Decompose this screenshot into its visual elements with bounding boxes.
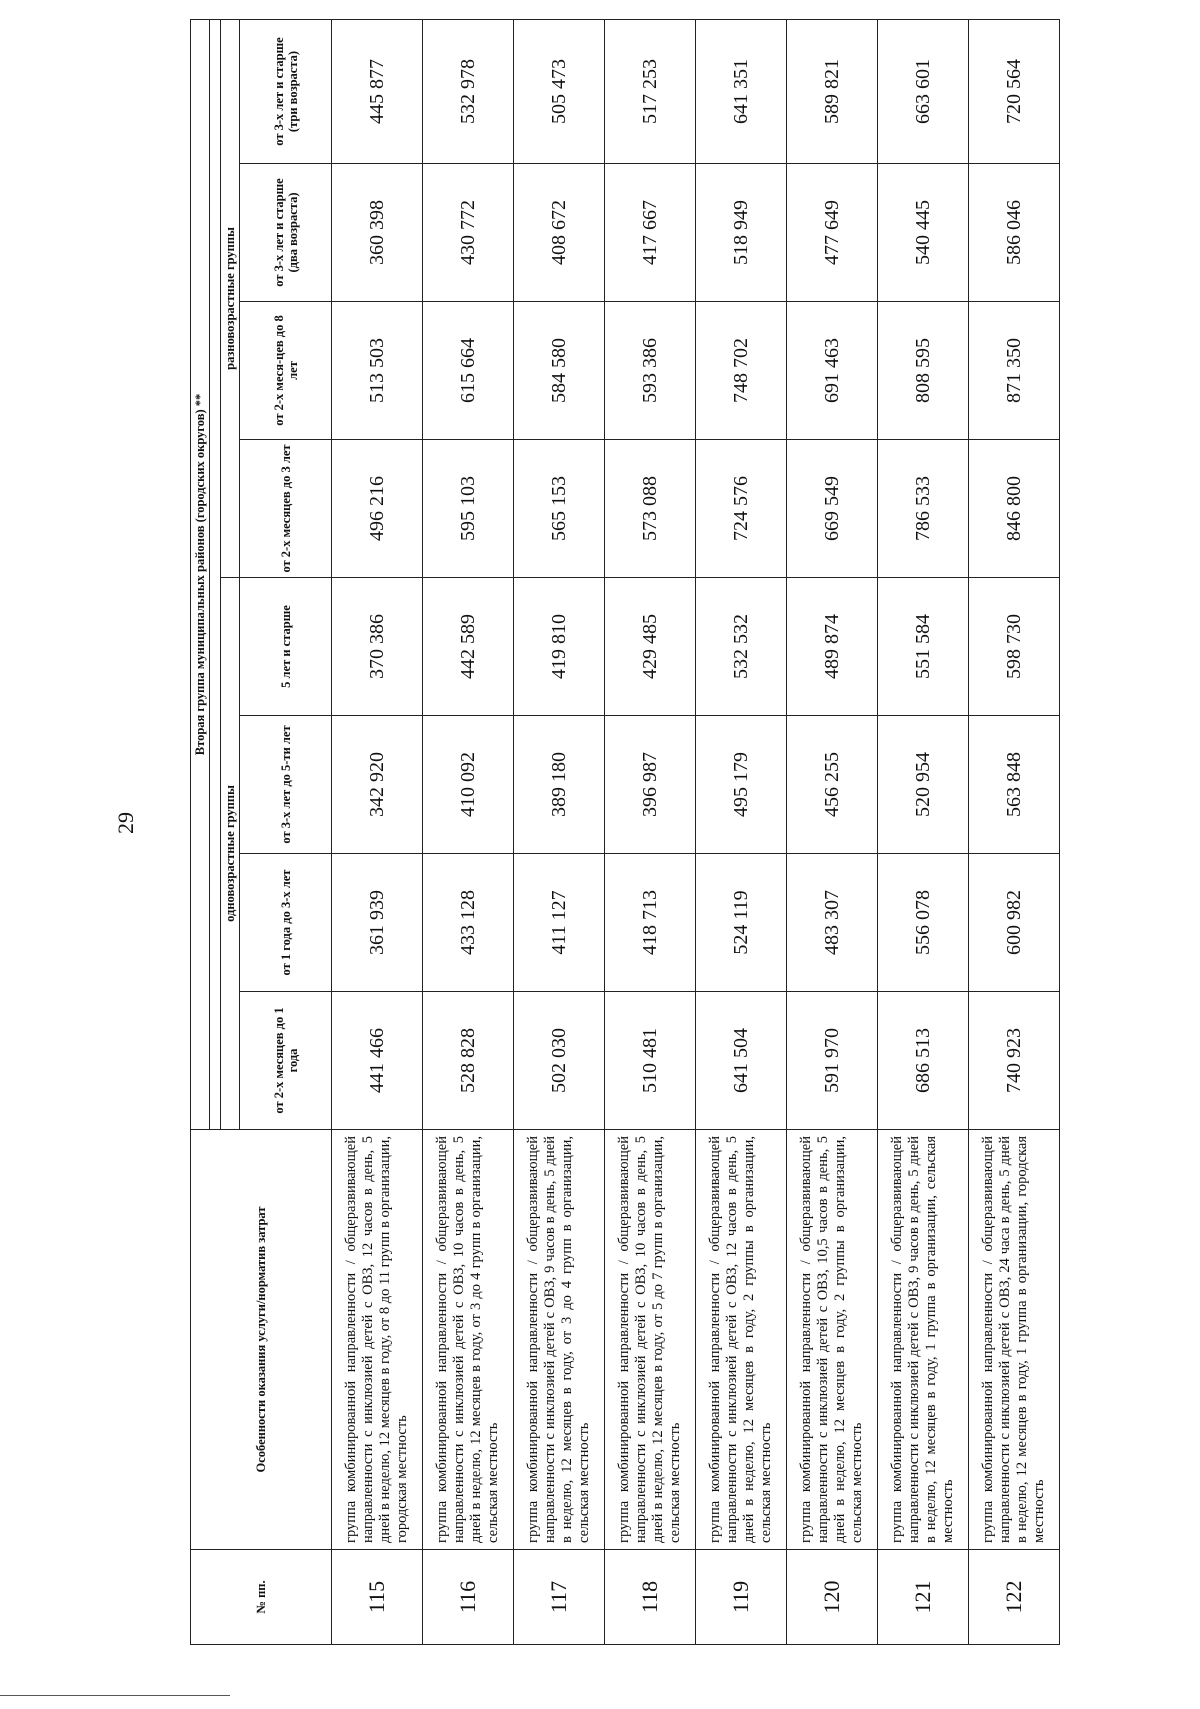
header-blank-strip — [210, 19, 221, 1129]
value-cell: 361 939 — [332, 854, 423, 992]
value-cell: 551 584 — [878, 578, 969, 716]
value-cell: 528 828 — [423, 992, 514, 1130]
row-number: 120 — [787, 1550, 878, 1645]
value-cell: 441 466 — [332, 992, 423, 1130]
header-description: Особенности оказания услуги/норматив затрат — [191, 1130, 332, 1550]
value-cell: 389 180 — [514, 716, 605, 854]
value-cell: 589 821 — [787, 19, 878, 163]
table-row — [878, 19, 969, 1644]
value-cell: 419 810 — [514, 578, 605, 716]
value-cell: 477 649 — [787, 164, 878, 302]
value-cell: 456 255 — [787, 716, 878, 854]
value-cell: 496 216 — [332, 440, 423, 578]
header-single-age: одновозрастные группы — [221, 578, 240, 1130]
value-cell: 584 580 — [514, 302, 605, 440]
row-number: 115 — [332, 1550, 423, 1645]
value-cell: 520 954 — [878, 716, 969, 854]
footer-divider — [0, 1695, 230, 1696]
value-cell: 418 713 — [605, 854, 696, 992]
value-cell: 641 351 — [696, 19, 787, 163]
value-cell: 513 503 — [332, 302, 423, 440]
page-number: 29 — [113, 812, 138, 834]
row-number: 118 — [605, 1550, 696, 1645]
value-cell: 360 398 — [332, 164, 423, 302]
value-cell: 586 046 — [969, 164, 1060, 302]
row-number: 122 — [969, 1550, 1060, 1645]
value-cell: 442 589 — [423, 578, 514, 716]
header-col-1: от 2-х месяцев до 1 года — [240, 992, 332, 1130]
value-cell: 595 103 — [423, 440, 514, 578]
value-cell: 686 513 — [878, 992, 969, 1130]
value-cell: 489 874 — [787, 578, 878, 716]
table-row — [423, 19, 514, 1644]
row-number: 119 — [696, 1550, 787, 1645]
value-cell: 433 128 — [423, 854, 514, 992]
value-cell: 641 504 — [696, 992, 787, 1130]
row-number: 121 — [878, 1550, 969, 1645]
value-cell: 342 920 — [332, 716, 423, 854]
header-no: № пп. — [191, 1550, 332, 1645]
row-number: 117 — [514, 1550, 605, 1645]
row-description: группа комбинированной направленности / общеразвивающей направленности с инклюзией детей с ОВЗ, 10 часов в день, 5 дней в неделю, 12 месяцев в году, от 3 до 4 групп в организации, сельская местность — [423, 1130, 514, 1550]
value-cell: 430 772 — [423, 164, 514, 302]
row-description: группа комбинированной направленности / общеразвивающей направленности с инклюзией детей с ОВЗ, 9 часов в день, 5 дней в неделю, 12 месяцев в году, от 3 до 4 групп в организации, сельская местность — [514, 1130, 605, 1550]
value-cell: 518 949 — [696, 164, 787, 302]
value-cell: 724 576 — [696, 440, 787, 578]
value-cell: 598 730 — [969, 578, 1060, 716]
table-row — [514, 19, 605, 1644]
header-mixed-age: разновозрастные группы — [221, 19, 240, 577]
header-col-6: от 2-х меся-цев до 8 лет — [240, 302, 332, 440]
value-cell: 429 485 — [605, 578, 696, 716]
table-row — [787, 19, 878, 1644]
value-cell: 600 982 — [969, 854, 1060, 992]
value-cell: 495 179 — [696, 716, 787, 854]
value-cell: 505 473 — [514, 19, 605, 163]
value-cell: 669 549 — [787, 440, 878, 578]
value-cell: 556 078 — [878, 854, 969, 992]
header-group: Вторая группа муниципальных районов (городских округов) ** — [191, 19, 210, 1129]
row-description: группа комбинированной направленности / общеразвивающей направленности с инклюзией детей с ОВЗ, 12 часов в день, 5 дней в неделю, 12 месяцев в году, 2 группы в организации, сельская местность — [696, 1130, 787, 1550]
header-col-3: от 3-х лет до 5-ти лет — [240, 716, 332, 854]
rotated-table-container — [190, 20, 1060, 1645]
value-cell: 691 463 — [787, 302, 878, 440]
value-cell: 396 987 — [605, 716, 696, 854]
value-cell: 740 923 — [969, 992, 1060, 1130]
value-cell: 408 672 — [514, 164, 605, 302]
value-cell: 720 564 — [969, 19, 1060, 163]
row-description: группа комбинированной направленности / общеразвивающей направленности с инклюзией детей с ОВЗ, 12 часов в день, 5 дней в неделю, 12 месяцев в году, от 8 до 11 групп в организации, городская местность — [332, 1130, 423, 1550]
value-cell: 808 595 — [878, 302, 969, 440]
row-description: группа комбинированной направленности / общеразвивающей направленности с инклюзией детей с ОВЗ, 10,5 часов в день, 5 дней в неделю, 12 месяцев в году, 2 группы в организации, сельская местность — [787, 1130, 878, 1550]
value-cell: 573 088 — [605, 440, 696, 578]
header-col-5: от 2-х месяцев до 3 лет — [240, 440, 332, 578]
value-cell: 411 127 — [514, 854, 605, 992]
header-col-8: от 3-х лет и старше (три возраста) — [240, 19, 332, 163]
cost-norms-table — [190, 19, 1060, 1645]
row-number: 116 — [423, 1550, 514, 1645]
value-cell: 532 978 — [423, 19, 514, 163]
header-row-group — [191, 19, 210, 1644]
value-cell: 663 601 — [878, 19, 969, 163]
value-cell: 524 119 — [696, 854, 787, 992]
value-cell: 540 445 — [878, 164, 969, 302]
header-col-2: от 1 года до 3-х лет — [240, 854, 332, 992]
value-cell: 445 877 — [332, 19, 423, 163]
table-row — [605, 19, 696, 1644]
value-cell: 502 030 — [514, 992, 605, 1130]
table-row — [969, 19, 1060, 1644]
table-row — [332, 19, 423, 1644]
value-cell: 593 386 — [605, 302, 696, 440]
row-description: группа комбинированной направленности / общеразвивающей направленности с инклюзией детей с ОВЗ, 9 часов в день, 5 дней в неделю, 12 месяцев в году, 1 группа в организации, сельская местность — [878, 1130, 969, 1550]
row-description: группа комбинированной направленности / общеразвивающей направленности с инклюзией детей с ОВЗ, 10 часов в день, 5 дней в неделю, 12 месяцев в году, от 5 до 7 групп в организации, сельская местность — [605, 1130, 696, 1550]
value-cell: 591 970 — [787, 992, 878, 1130]
value-cell: 615 664 — [423, 302, 514, 440]
row-description: группа комбинированной направленности / общеразвивающей направленности с инклюзией детей с ОВЗ, 24 часа в день, 5 дней в неделю, 12 месяцев в году, 1 группа в организации, городская местность — [969, 1130, 1060, 1550]
header-col-7: от 3-х лет и старше (два возраста) — [240, 164, 332, 302]
value-cell: 565 153 — [514, 440, 605, 578]
value-cell: 786 533 — [878, 440, 969, 578]
value-cell: 846 800 — [969, 440, 1060, 578]
value-cell: 517 253 — [605, 19, 696, 163]
value-cell: 748 702 — [696, 302, 787, 440]
value-cell: 417 667 — [605, 164, 696, 302]
table-row — [696, 19, 787, 1644]
value-cell: 510 481 — [605, 992, 696, 1130]
value-cell: 370 386 — [332, 578, 423, 716]
header-col-4: 5 лет и старше — [240, 578, 332, 716]
value-cell: 563 848 — [969, 716, 1060, 854]
value-cell: 410 092 — [423, 716, 514, 854]
value-cell: 483 307 — [787, 854, 878, 992]
value-cell: 532 532 — [696, 578, 787, 716]
value-cell: 871 350 — [969, 302, 1060, 440]
